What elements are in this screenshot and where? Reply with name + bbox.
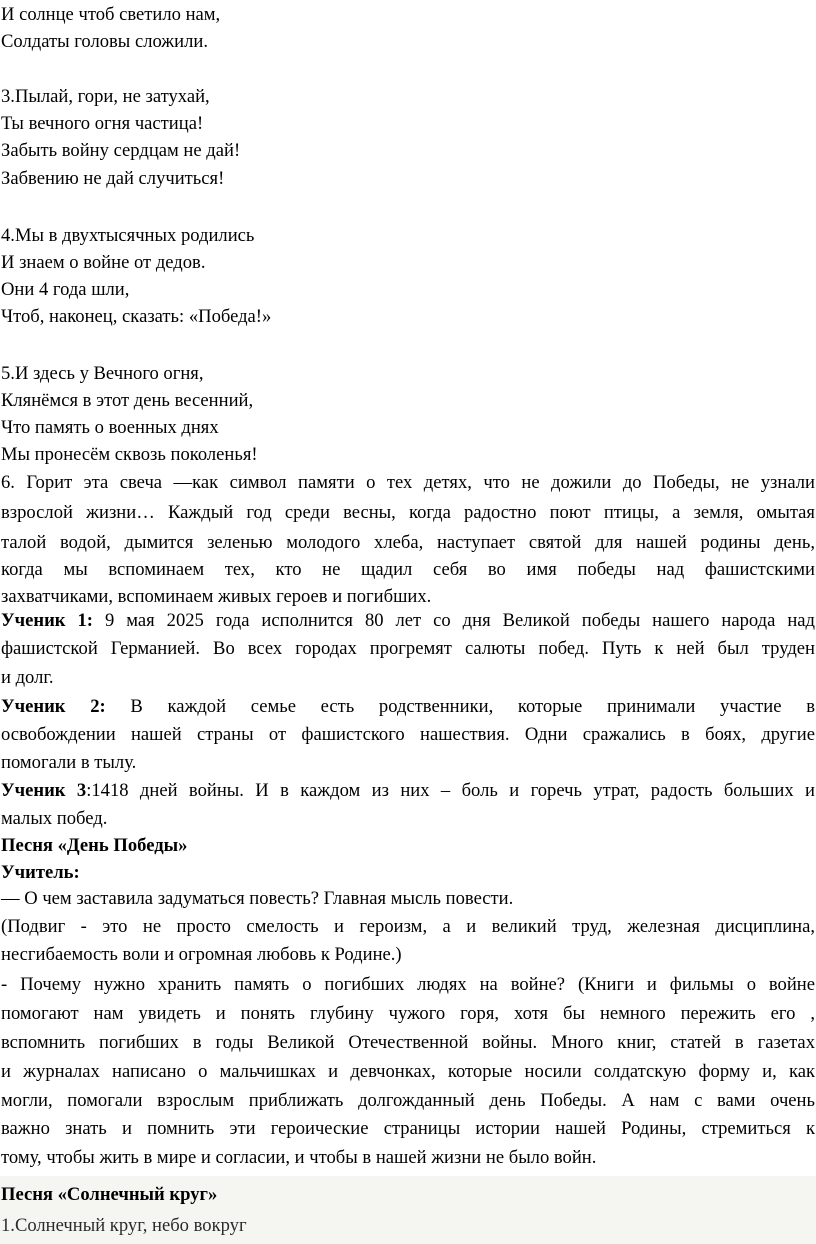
paragraph-line: захватчиками, вспоминаем живых героев и погибших.	[1, 586, 432, 607]
student-2-label: Ученик 2:	[1, 696, 106, 717]
paragraph-line: - Почему нужно хранить память о погибших людях на войне? (Книги и фильмы о войне	[1, 974, 815, 995]
paragraph-line: и долг.	[1, 667, 54, 688]
answer-line: несгибаемость воли и огромная любовь к Родине.)	[1, 944, 402, 965]
paragraph-line: 6. Горит эта свеча —как символ памяти о тех детях, что не дожили до Победы, не узнали	[1, 472, 815, 493]
poem-line: Они 4 года шли,	[1, 279, 130, 300]
student-2-line: Ученик 2: В каждой семье есть родственники, которые принимали участие в	[1, 696, 815, 717]
student-1-line: Ученик 1: 9 мая 2025 года исполнится 80 лет со дня Великой победы нашего народа над	[1, 610, 816, 631]
paragraph-line: тому, чтобы жить в мире и согласии, и чтобы в нашей жизни не было войн.	[1, 1147, 597, 1168]
paragraph-line: помогали в тылу.	[1, 752, 137, 773]
paragraph-line: взрослой жизни… Каждый год среди весны, когда радостно поют птицы, а земля, омытая	[1, 502, 815, 523]
poem-line: Солдаты головы сложили.	[1, 31, 208, 52]
paragraph-line: важно знать и помнить эти героические страницы истории нашей Родины, стремиться к	[1, 1118, 815, 1139]
poem-line: Забвению не дай случиться!	[1, 168, 225, 189]
paragraph-line: могли, помогали взрослым приближать долгожданный день Победы. А нам с вами очень	[1, 1090, 815, 1111]
poem-line: И солнце чтоб светило нам,	[1, 4, 221, 25]
student-3-line: Ученик 3:1418 дней войны. И в каждом из них – боль и горечь утрат, радость больших и	[1, 780, 815, 801]
question-line: — О чем заставила задуматься повесть? Главная мысль повести.	[1, 888, 514, 909]
poem-line: Чтоб, наконец, сказать: «Победа!»	[1, 306, 272, 327]
paragraph-line: когда мы вспоминаем тех, кто не щадил себя во имя победы над фашистскими	[1, 559, 815, 580]
paragraph-line: малых побед.	[1, 808, 108, 829]
poem-line: 3.Пылай, гори, не затухай,	[1, 86, 210, 107]
song-heading: Песня «Солнечный круг»	[1, 1184, 218, 1205]
teacher-label: Учитель:	[1, 862, 80, 883]
answer-line: (Подвиг - это не просто смелость и героизм, а и великий труд, железная дисциплина,	[1, 916, 815, 937]
poem-line: Мы пронесём сквозь поколенья!	[1, 444, 258, 465]
song-lyric-line: 1.Солнечный круг, небо вокруг	[1, 1215, 247, 1236]
poem-line: Клянёмся в этот день весенний,	[1, 390, 254, 411]
song-heading: Песня «День Победы»	[1, 835, 188, 856]
paragraph-line: и журналах написано о мальчишках и девчонках, которые носили солдатскую форму и, как	[1, 1061, 815, 1082]
paragraph-line: фашистской Германией. Во всех городах прогремят салюты побед. Путь к ней был труден	[1, 638, 815, 659]
poem-line: 5.И здесь у Вечного огня,	[1, 363, 204, 384]
paragraph-line: талой водой, дымится зеленью молодого хлеба, наступает святой для нашей родины день,	[1, 532, 815, 553]
paragraph-line: вспомнить погибших в годы Великой Отечественной войны. Много книг, статей в газетах	[1, 1032, 815, 1053]
paragraph-line: освобождении нашей страны от фашистского нашествия. Одни сражались в боях, другие	[1, 724, 815, 745]
student-1-label: Ученик 1:	[1, 610, 93, 631]
student-3-label: Ученик 3	[1, 780, 87, 801]
poem-line: Ты вечного огня частица!	[1, 113, 204, 134]
poem-line: Забыть войну сердцам не дай!	[1, 140, 241, 161]
poem-line: И знаем о войне от дедов.	[1, 252, 206, 273]
poem-line: Что память о военных днях	[1, 417, 219, 438]
paragraph-line: помогают нам увидеть и понять глубину чужого горя, хотя бы немного пережить его ,	[1, 1003, 815, 1024]
poem-line: 4.Мы в двухтысячных родились	[1, 225, 255, 246]
